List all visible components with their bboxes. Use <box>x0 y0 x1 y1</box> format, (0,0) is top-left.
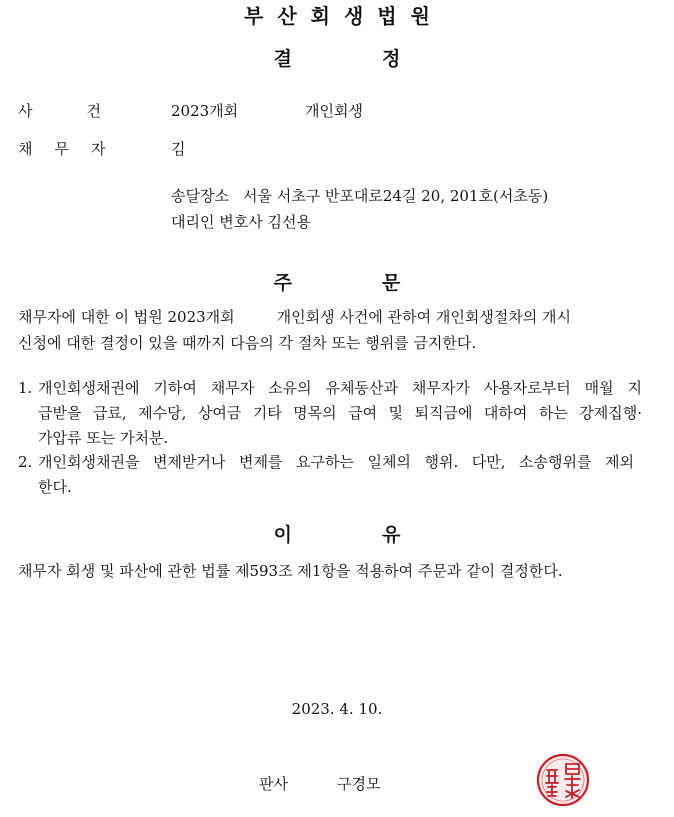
debtor-label: 채무자 <box>18 140 128 158</box>
order-heading-left: 주 <box>273 272 292 294</box>
case-label: 사건 <box>18 102 155 120</box>
document-title <box>0 44 674 71</box>
order-intro <box>18 304 658 356</box>
service-address-value: 서울 서초구 반포대로24길 20, 201호(서초동) <box>242 187 549 205</box>
order-item-line: 개인회생채권을 변제받거나 변제를 요구하는 일체의 행위. 다만, 소송행위를 제외 <box>38 453 634 471</box>
order-item-line: 한다. <box>38 478 72 496</box>
order-intro-line2: 신청에 대한 결정이 있을 때까지 다음의 각 절차 또는 행위를 금지한다. <box>18 334 477 352</box>
service-address <box>171 185 548 206</box>
debtor-agent: 대리인 변호사 김선용 <box>171 213 311 231</box>
case-name: 개인회생 <box>305 102 363 120</box>
case-number: 2023개회 <box>171 102 239 120</box>
order-item-line: 급받을 급료, 제수당, 상여금 기타 명목의 급여 및 퇴직금에 대하여 하는 강제집행· <box>38 404 642 422</box>
judge-name: 구경모 <box>337 775 381 793</box>
decision-date: 2023. 4. 10. <box>291 700 383 718</box>
document-title-right: 정 <box>382 48 401 70</box>
order-item <box>18 450 642 500</box>
order-item-line: 개인회생채권에 기하여 채무자 소유의 유체동산과 채무자가 사용자로부터 매월 지 <box>38 379 642 397</box>
reason-heading <box>0 520 674 547</box>
order-item-number: 1. <box>18 379 33 397</box>
document-title-left: 결 <box>273 48 292 70</box>
order-item-line: 가압류 또는 가처분. <box>38 429 169 447</box>
seal-icon <box>535 752 591 808</box>
order-intro-line1: 채무자에 대한 이 법원 2023개회 개인회생 사건에 관하여 개인회생절차의 개시 <box>18 308 572 326</box>
judge-title: 판사 <box>259 775 288 793</box>
service-address-label: 송달장소 <box>171 187 229 205</box>
order-heading <box>0 268 674 295</box>
court-name: 부산회생법원 <box>244 4 444 28</box>
reason-heading-left: 이 <box>273 524 292 546</box>
debtor-name: 김 <box>171 140 186 158</box>
order-item <box>18 376 642 451</box>
order-heading-right: 문 <box>382 272 401 294</box>
reason-heading-right: 유 <box>382 524 401 546</box>
judge-seal <box>535 752 591 808</box>
order-item-number: 2. <box>18 453 33 471</box>
reason-text: 채무자 회생 및 파산에 관한 법률 제593조 제1항을 적용하여 주문과 같이 결정한다. <box>18 562 563 580</box>
